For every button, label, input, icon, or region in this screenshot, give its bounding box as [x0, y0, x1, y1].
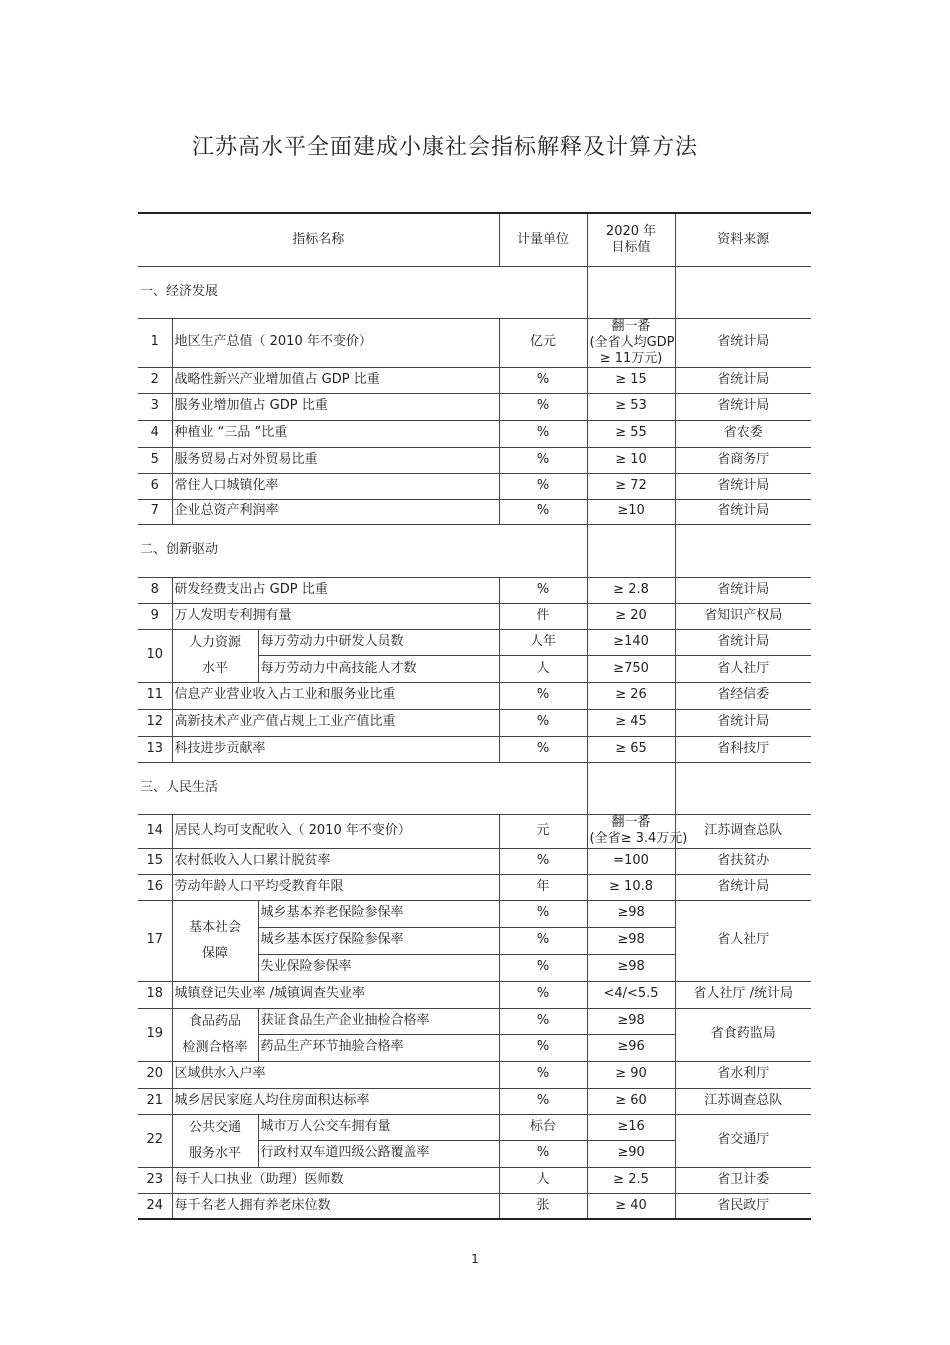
- table-row: 10 人力资源 水平 每万劳动力中研发人员数 人年 ≥140 省统计局: [138, 629, 811, 656]
- header-unit: 计量单位: [499, 213, 587, 266]
- table-row: 9 万人发明专利拥有量 件 ≥ 20 省知识产权局: [138, 603, 811, 629]
- table-row: 5 服务贸易占对外贸易比重 % ≥ 10 省商务厅: [138, 447, 811, 473]
- table-row: 23 每千人口执业（助理）医师数 人 ≥ 2.5 省卫计委: [138, 1167, 811, 1193]
- header-name: 指标名称: [138, 213, 499, 266]
- section-title: 三、人民生活: [138, 762, 587, 814]
- table-row: 城乡基本医疗保险参保率 % ≥98: [138, 927, 811, 954]
- indicator-table: [138, 212, 811, 1220]
- table-row: 21 城乡居民家庭人均住房面积达标率 % ≥ 60 江苏调查总队: [138, 1088, 811, 1114]
- table-row: 22 公共交通 服务水平 城市万人公交车拥有量 标台 ≥16 省交通厅: [138, 1114, 811, 1140]
- header-source: 资料来源: [675, 213, 811, 266]
- table-row: 药品生产环节抽验合格率 % ≥96: [138, 1034, 811, 1061]
- table-row: 失业保险参保率 % ≥98: [138, 954, 811, 981]
- section-row: [138, 762, 811, 814]
- section-row: [138, 266, 811, 318]
- table-row: 7 企业总资产利润率 % ≥10 省统计局: [138, 499, 811, 524]
- table-row: 18 城镇登记失业率 /城镇调查失业率 % <4/<5.5 省人社厅 /统计局: [138, 981, 811, 1008]
- section-title: 一、经济发展: [138, 266, 587, 318]
- table-row: 14 居民人均可支配收入（ 2010 年不变价） 元 翻一番 (全省≥ 3.4万元) 江苏调查总队: [138, 814, 811, 848]
- table-row: 每万劳动力中高技能人才数 人 ≥750 省人社厅: [138, 656, 811, 683]
- page-title: 江苏高水平全面建成小康社会指标解释及计算方法: [191, 135, 698, 160]
- table-row: 6 常住人口城镇化率 % ≥ 72 省统计局: [138, 473, 811, 499]
- table-row: 16 劳动年龄人口平均受教育年限 年 ≥ 10.8 省统计局: [138, 874, 811, 900]
- table-row: 15 农村低收入人口累计脱贫率 % =100 省扶贫办: [138, 848, 811, 874]
- table-row: 17 基本社会 保障 城乡基本养老保险参保率 % ≥98 省人社厅: [138, 900, 811, 927]
- table-row: 13 科技进步贡献率 % ≥ 65 省科技厅: [138, 736, 811, 762]
- table-row: 20 区域供水入户率 % ≥ 90 省水利厅: [138, 1061, 811, 1088]
- table-row: 11 信息产业营业收入占工业和服务业比重 % ≥ 26 省经信委: [138, 682, 811, 709]
- table-row: 行政村双车道四级公路覆盖率 % ≥90: [138, 1140, 811, 1167]
- header-target: 2020 年 目标值: [587, 213, 675, 266]
- table-row: 8 研发经费支出占 GDP 比重 % ≥ 2.8 省统计局: [138, 577, 811, 603]
- table-row: 19 食品药品 检测合格率 获证食品生产企业抽检合格率 % ≥98 省食药监局: [138, 1008, 811, 1034]
- header-row: [138, 213, 811, 266]
- section-row: [138, 524, 811, 577]
- section-title: 二、创新驱动: [138, 524, 587, 577]
- table-row: 4 种植业 “三品 ”比重 % ≥ 55 省农委: [138, 420, 811, 447]
- table-row: 24 每千名老人拥有养老床位数 张 ≥ 40 省民政厅: [138, 1193, 811, 1219]
- table-row: 12 高新技术产业产值占规上工业产值比重 % ≥ 45 省统计局: [138, 709, 811, 736]
- page-number: 1: [471, 1252, 479, 1266]
- table-row: 1 地区生产总值（ 2010 年不变价） 亿元 翻一番 (全省人均GDP ≥ 11万元) 省统计局: [138, 318, 811, 367]
- table-row: 2 战略性新兴产业增加值占 GDP 比重 % ≥ 15 省统计局: [138, 367, 811, 393]
- table-row: 3 服务业增加值占 GDP 比重 % ≥ 53 省统计局: [138, 393, 811, 420]
